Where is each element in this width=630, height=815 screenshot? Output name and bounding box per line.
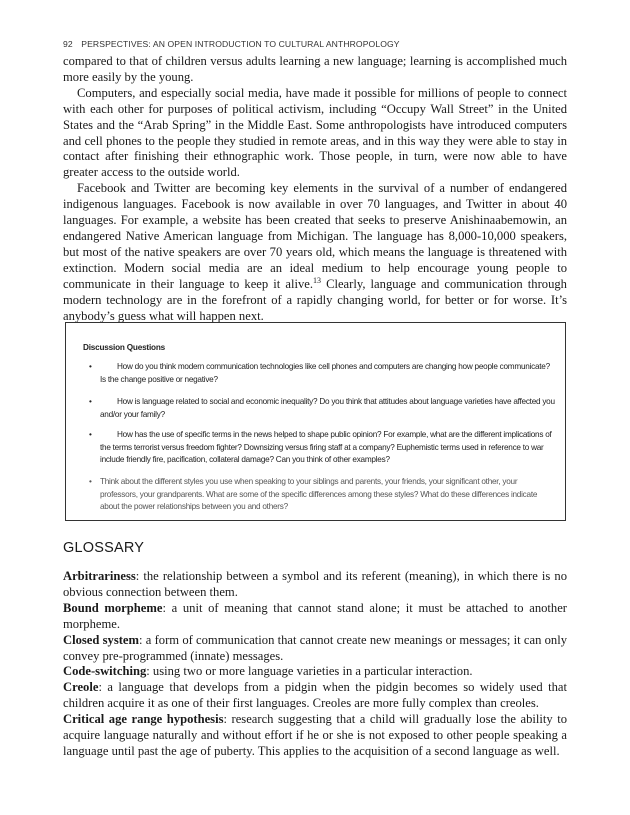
- page-number: 92: [63, 39, 73, 49]
- bullet-icon: •: [89, 430, 92, 439]
- glossary-definition: : the relationship between a symbol and its referent (meaning), in which there is no obvious connection between them.: [63, 569, 567, 599]
- discussion-questions-box: [65, 322, 566, 521]
- glossary-definition: : using two or more language varieties in a particular interaction.: [146, 664, 473, 679]
- running-header: [63, 39, 400, 49]
- discussion-question: [89, 361, 555, 386]
- question-text: How do you think modern communication technologies like cell phones and computers are changing how people communicate? Is the change positive or negative?: [100, 362, 550, 384]
- footnote-reference[interactable]: 13: [312, 275, 321, 285]
- discussion-title: Discussion Questions: [83, 343, 165, 352]
- discussion-question: [89, 476, 555, 514]
- glossary-definition: : a language that develops from a pidgin when the pidgin becomes so widely used that children acquire it as one of their first languages. Creoles are more fully complex than creoles.: [63, 680, 567, 711]
- glossary-entry: [63, 664, 567, 680]
- body-paragraph-text: Facebook and Twitter are becoming key elements in the survival of a number of endangered indigenous languages. Facebook is now available in over 70 languages, and Twitter in about 40 languages. For example, a website has been created that seeks to preserve Anishinaabemowin, an endangered Native American language from Michigan. The language has 8,000-10,000 speakers, but most of the native speakers are over 70 years old, which means the language is threatened with extinction. Modern social media are an ideal medium to help encourage young people to communicate in their language to keep it alive.: [63, 181, 567, 291]
- body-paragraph: compared to that of children versus adults learning a new language; learning is accomplished much more easily by the young.: [63, 54, 567, 84]
- body-paragraph: [63, 181, 567, 324]
- glossary-term: Closed system: [63, 632, 140, 647]
- glossary-entry: [63, 601, 567, 633]
- glossary-entry: [63, 712, 567, 760]
- bullet-icon: •: [89, 362, 92, 371]
- glossary-term: Arbitrariness: [63, 569, 136, 583]
- glossary-definition: : a unit of meaning that cannot stand alone; it must be attached to another morpheme.: [63, 600, 567, 631]
- glossary-term: Creole: [63, 680, 99, 695]
- running-title: PERSPECTIVES: AN OPEN INTRODUCTION TO CULTURAL ANTHROPOLOGY: [81, 39, 400, 49]
- question-text: How has the use of specific terms in the news helped to shape public opinion? For example, what are the different implications of the terms terrorist versus freedom fighter? Downsizing versus firing staff at a company? Euphemistic terms used in reference to war include friendly fire, pacification, collateral damage? Can you think of other examples?: [100, 430, 552, 465]
- body-paragraph: Computers, and especially social media, have made it possible for millions of people to connect with each other for purposes of political activism, including “Occupy Wall Street” in the United States and the “Arab Spring” in the Middle East. Some anthropologists have introduced computers and cell phones to the people they studied in remote areas, and in this way they were able to stay in contact after finishing their ethnographic work. Those people, in turn, were now able to have greater access to the outside world.: [63, 85, 567, 180]
- glossary-entry: [63, 569, 567, 601]
- glossary-list: [63, 569, 567, 760]
- discussion-question: [89, 396, 555, 421]
- glossary-definition: : a form of communication that cannot create new meanings or messages; it can only convey pre-programmed (innate) messages.: [63, 632, 567, 663]
- body-paragraph-text: Clearly, language and communication through modern technology are in the forefront of a rapidly changing world, for better or for worse. It’s anybody’s guess what will happen next.: [63, 276, 567, 323]
- bullet-icon: •: [89, 397, 92, 406]
- glossary-entry: [63, 633, 567, 665]
- glossary-heading: GLOSSARY: [63, 540, 145, 556]
- question-text: How is language related to social and economic inequality? Do you think that attitudes about language varieties have affected you and/or your family?: [100, 397, 555, 419]
- glossary-term: Critical age range hypothesis: [63, 712, 224, 727]
- body-text: [63, 54, 567, 324]
- glossary-term: Code-switching: [63, 664, 147, 679]
- glossary-entry: [63, 680, 567, 712]
- discussion-question: [89, 429, 555, 467]
- question-text: Think about the different styles you use when speaking to your siblings and parents, your friends, your significant other, your professors, your grandparents. What are some of the specific differences among these styles? What do these differences indicate about the power relationships between you and others?: [100, 477, 538, 512]
- bullet-icon: •: [89, 477, 92, 486]
- glossary-term: Bound morpheme: [63, 600, 163, 615]
- glossary-definition: : research suggesting that a child will gradually lose the ability to acquire language naturally and without effort if he or she is not exposed to other people speaking a language until past the age of puberty. This applies to the acquisition of a second language as well.: [63, 712, 568, 758]
